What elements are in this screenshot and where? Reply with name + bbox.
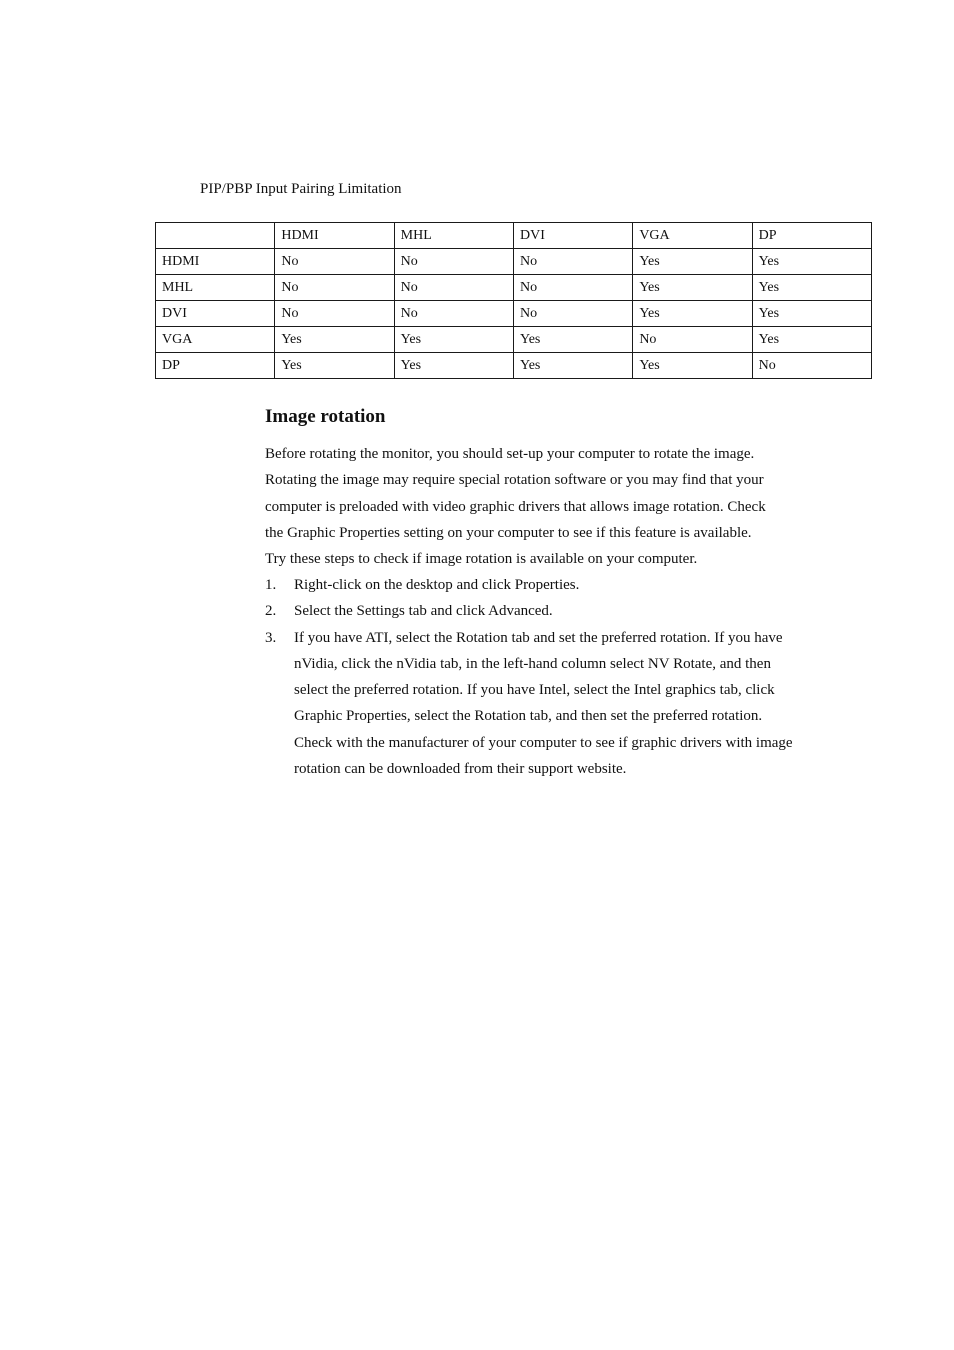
table-cell: Yes [513,327,632,353]
section-title: Image rotation [265,406,386,427]
table-row-header: MHL [156,275,275,301]
table-cell: Yes [752,275,871,301]
input-pairing-table [155,222,872,379]
table-cell: No [513,249,632,275]
table-cell: No [513,301,632,327]
step-item [265,598,865,624]
table-cell: No [394,249,513,275]
step-number: 2. [265,603,277,620]
step-text [294,572,865,598]
table-row-header: VGA [156,327,275,353]
table-row [156,249,872,275]
table-row [156,353,872,379]
step-text [294,598,865,624]
step-line: rotation can be downloaded from their support website. [294,761,627,778]
table-header-cell: DP [752,223,871,249]
steps-list [265,572,865,782]
table-cell: Yes [275,327,394,353]
table-cell: Yes [633,353,752,379]
step-line: select the preferred rotation. If you have Intel, select the Intel graphics tab, click [294,682,775,699]
table-row-header: DP [156,353,275,379]
table-header-cell: VGA [633,223,752,249]
table-cell: No [394,301,513,327]
table-cell: Yes [752,301,871,327]
table-row [156,327,872,353]
table-cell: Yes [633,301,752,327]
step-line: Right-click on the desktop and click Properties. [294,577,580,593]
table-cell: Yes [633,275,752,301]
paragraph-line: Try these steps to check if image rotation is available on your computer. [265,551,698,568]
step-number: 3. [265,629,277,646]
step-line: Select the Settings tab and click Advanced. [294,603,553,620]
table-cell: Yes [275,353,394,379]
step-line: Graphic Properties, select the Rotation tab, and then set the preferred rotation. [294,708,763,725]
step-item [265,572,865,598]
intro-paragraph [265,441,845,572]
table-corner-cell [156,223,275,249]
table-row [156,301,872,327]
table-cell: Yes [394,353,513,379]
step-text [294,625,865,783]
table-row-header: HDMI [156,249,275,275]
table-cell: No [275,275,394,301]
table-cell: No [275,249,394,275]
table-cell: Yes [394,327,513,353]
paragraph-line: the Graphic Properties setting on your computer to see if this feature is available. [265,524,752,541]
table-cell: No [394,275,513,301]
table-header-row [156,223,872,249]
table-row-header: DVI [156,301,275,327]
table-header-cell: DVI [513,223,632,249]
step-line: nVidia, click the nVidia tab, in the left-hand column select NV Rotate, and then [294,655,771,672]
paragraph-line: Before rotating the monitor, you should set-up your computer to rotate the image. [265,446,755,462]
paragraph-line: computer is preloaded with video graphic drivers that allows image rotation. Check [265,498,766,515]
table-cell: No [513,275,632,301]
table-cell: Yes [513,353,632,379]
table-cell: Yes [752,327,871,353]
table-header-cell: HDMI [275,223,394,249]
table-caption: PIP/PBP Input Pairing Limitation [200,181,402,197]
step-line: Check with the manufacturer of your computer to see if graphic drivers with image [294,734,793,751]
step-line: If you have ATI, select the Rotation tab and set the preferred rotation. If you have [294,629,783,646]
step-number: 1. [265,577,277,593]
table-header-cell: MHL [394,223,513,249]
paragraph-line: Rotating the image may require special rotation software or you may find that your [265,472,764,489]
table-row [156,275,872,301]
step-item [265,625,865,783]
table-cell: Yes [633,249,752,275]
table-cell: No [275,301,394,327]
table-cell: Yes [752,249,871,275]
table-cell: No [633,327,752,353]
table-cell: No [752,353,871,379]
